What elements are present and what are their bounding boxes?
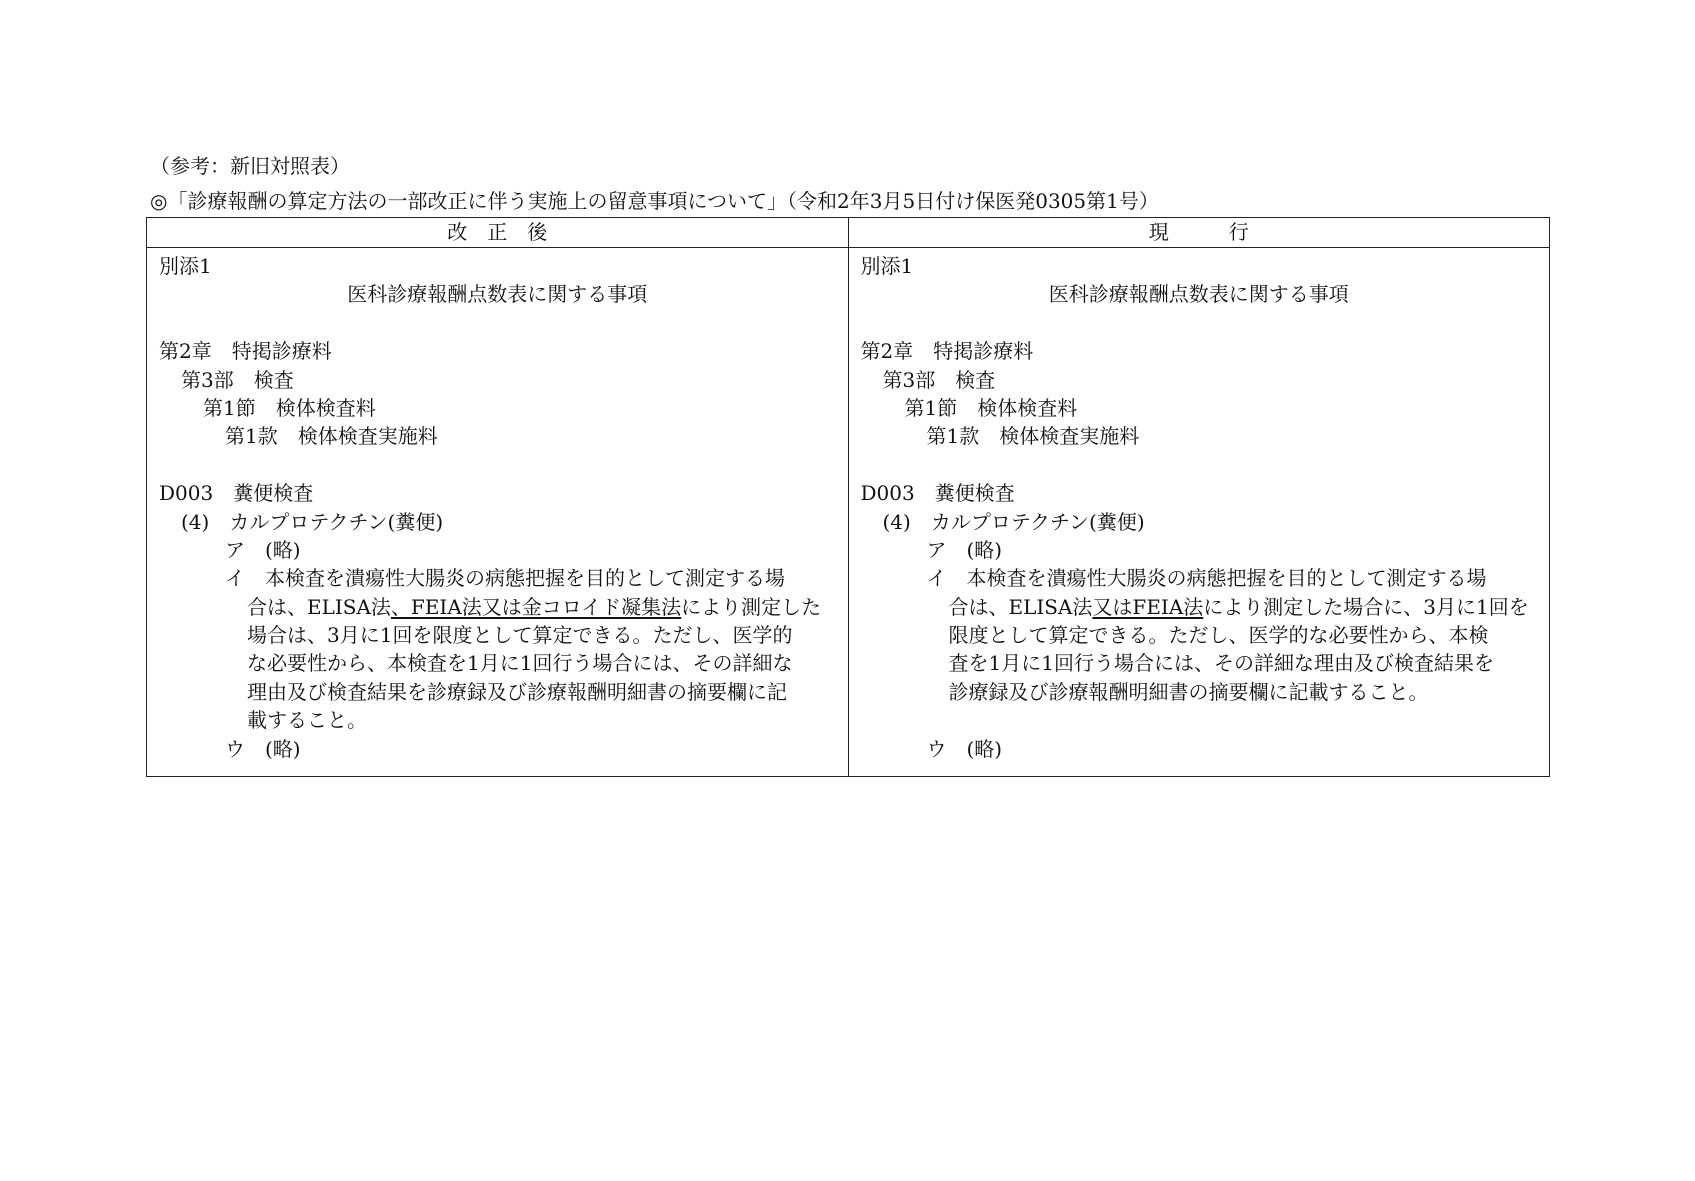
clause-u: ウ (略) (225, 736, 301, 761)
clause-i-line-2 (159, 593, 848, 621)
subsection-heading: 第1款 検体検査実施料 (926, 424, 1140, 449)
clause-i-line-5: 診療録及び診療報酬明細書の摘要欄に記載すること。 (948, 679, 1429, 704)
clause-i-line-6: 載すること。 (247, 708, 367, 733)
clause-i-line-5: 理由及び検査結果を診療録及び診療報酬明細書の摘要欄に記 (247, 679, 787, 704)
attachment-label: 別添1 (860, 254, 914, 278)
document-title: ◎「診療報酬の算定方法の一部改正に伴う実施上の留意事項について」（令和2年3月5日付け保医発0305第1号） (150, 189, 1159, 213)
clause-i-text: 合は、ELISA法 (247, 594, 391, 619)
header-current: 現 行 (848, 218, 1550, 248)
clause-i-line-1: イ 本検査を潰瘍性大腸炎の病態把握を目的として測定する場 (225, 566, 785, 591)
clause-i-text: により測定した (681, 594, 822, 619)
amended-text: 又はFEIA法 (1092, 594, 1204, 619)
subitem-heading: (4) カルプロテクチン(糞便) (882, 509, 1145, 534)
amended-text: 、FEIA法又は金コロイド凝集法 (390, 594, 682, 619)
current-column (848, 248, 1550, 777)
clause-i-line-3: 場合は、3月に1回を限度として算定できる。ただし、医学的 (247, 623, 793, 648)
subitem-heading: (4) カルプロテクチン(糞便) (181, 509, 444, 534)
clause-a: ア (略) (225, 537, 301, 562)
chapter-heading: 第2章 特掲診療料 (860, 339, 1034, 364)
clause-i-text: 合は、ELISA法 (948, 594, 1093, 619)
section-title: 医科診療報酬点数表に関する事項 (1048, 282, 1349, 307)
item-heading: D003 糞便検査 (860, 481, 1015, 506)
section-heading: 第1節 検体検査料 (904, 395, 1078, 420)
chapter-heading: 第2章 特掲診療料 (159, 339, 332, 364)
section-heading: 第1節 検体検査料 (203, 395, 376, 420)
clause-i-line-4: 査を1月に1回行う場合には、その詳細な理由及び検査結果を (948, 651, 1494, 676)
clause-u: ウ (略) (926, 736, 1003, 761)
revised-column (147, 248, 849, 777)
clause-i-line-2 (861, 593, 1550, 621)
clause-a: ア (略) (926, 537, 1003, 562)
clause-i-text: により測定した場合に、3月に1回を (1203, 594, 1529, 619)
reference-label: （参考：新旧対照表） (150, 154, 350, 178)
table-body-row (147, 248, 1550, 777)
table-header-row (147, 218, 1550, 248)
attachment-label: 別添1 (159, 254, 212, 278)
part-heading: 第3部 検査 (882, 367, 996, 392)
part-heading: 第3部 検査 (181, 367, 294, 392)
item-heading: D003 糞便検査 (159, 481, 314, 506)
clause-i-line-4: な必要性から、本検査を1月に1回行う場合には、その詳細な (247, 651, 793, 676)
subsection-heading: 第1款 検体検査実施料 (225, 424, 438, 449)
clause-i-line-3: 限度として算定できる。ただし、医学的な必要性から、本検 (948, 623, 1489, 648)
header-revised: 改 正 後 (147, 218, 849, 248)
section-title: 医科診療報酬点数表に関する事項 (347, 282, 648, 307)
clause-i-line-1: イ 本検査を潰瘍性大腸炎の病態把握を目的として測定する場 (926, 566, 1487, 591)
comparison-table (146, 217, 1550, 777)
